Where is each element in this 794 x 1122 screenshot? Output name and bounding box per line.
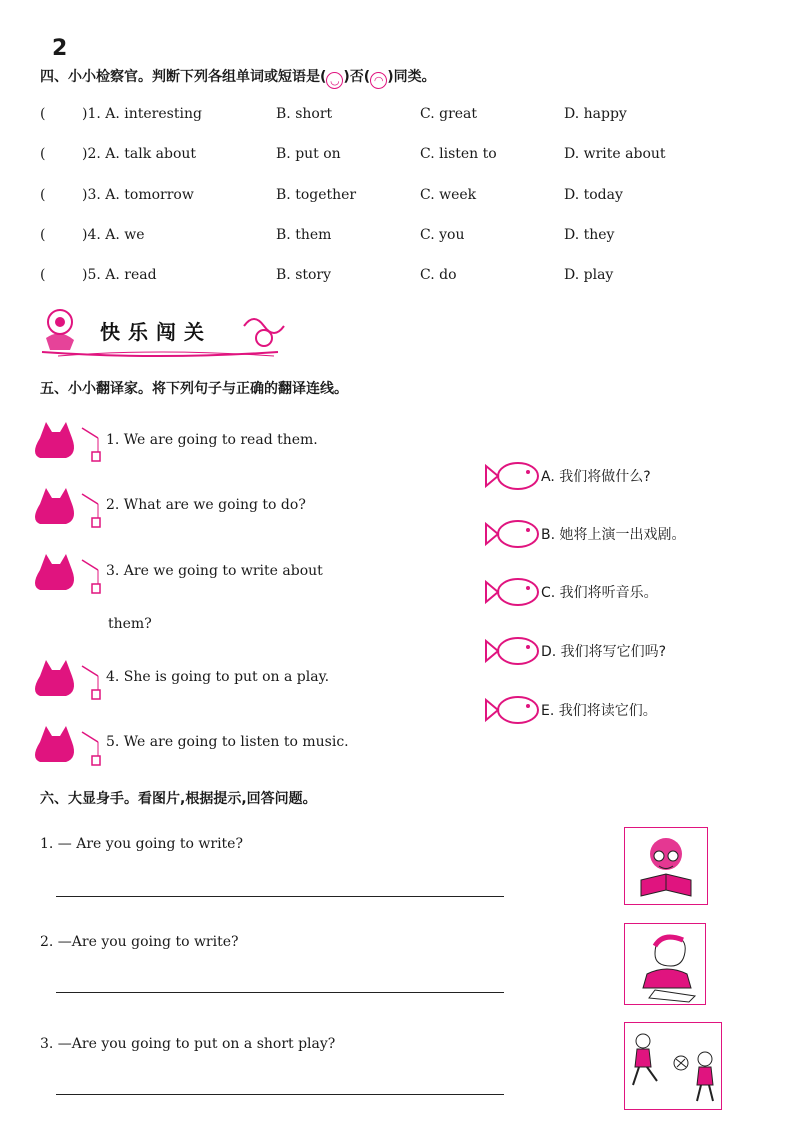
- sentence-3-cont: them?: [108, 616, 152, 632]
- option-a: )5. A. read: [82, 267, 157, 283]
- answer-paren[interactable]: (: [40, 267, 46, 283]
- smile-icon: ◡: [326, 72, 343, 89]
- option-b: B. them: [276, 227, 332, 243]
- picture-reading-girl: [624, 827, 708, 905]
- translation-a[interactable]: A. 我们将做什么?: [541, 469, 651, 485]
- option-d: D. happy: [564, 106, 627, 122]
- cat-icon: [35, 422, 100, 461]
- frown-icon: ◠: [370, 72, 387, 89]
- sentence-5[interactable]: 5. We are going to listen to music.: [106, 734, 349, 750]
- banner-title: 快乐闯关: [100, 320, 212, 344]
- translation-d[interactable]: D. 我们将写它们吗?: [541, 644, 667, 660]
- cat-icon: [35, 488, 100, 527]
- fish-icon: [486, 579, 538, 605]
- answer-line-2[interactable]: [56, 992, 504, 993]
- answer-paren[interactable]: (: [40, 146, 46, 162]
- translation-c[interactable]: C. 我们将听音乐。: [541, 585, 658, 601]
- cat-icon: [35, 554, 100, 593]
- translation-e[interactable]: E. 我们将读它们。: [541, 703, 657, 719]
- option-b: B. story: [276, 267, 332, 283]
- question-2: 2. —Are you going to write?: [40, 934, 239, 950]
- sentence-4[interactable]: 4. She is going to put on a play.: [106, 669, 330, 685]
- page-number: 2: [52, 36, 68, 61]
- option-d: D. write about: [564, 146, 666, 162]
- section4-title-mid: )否(: [343, 69, 371, 85]
- option-d: D. today: [564, 187, 623, 203]
- section4-title-post: )同类。: [387, 69, 436, 85]
- option-a: )4. A. we: [82, 227, 145, 243]
- writing-boy-illustration: [625, 924, 705, 1004]
- reading-girl-illustration: [625, 828, 707, 904]
- section4-title-pre: 四、小小检察官。判断下列各组单词或短语是(: [40, 69, 327, 85]
- fish-icon: [486, 697, 538, 723]
- option-c: C. week: [420, 187, 477, 203]
- sentence-1[interactable]: 1. We are going to read them.: [106, 432, 318, 448]
- option-c: C. you: [420, 227, 465, 243]
- option-b: B. put on: [276, 146, 341, 162]
- translation-b[interactable]: B. 她将上演一出戏剧。: [541, 527, 686, 543]
- option-c: C. great: [420, 106, 478, 122]
- option-a: )1. A. interesting: [82, 106, 202, 122]
- answer-paren[interactable]: (: [40, 187, 46, 203]
- cat-icon: [35, 660, 100, 699]
- option-b: B. short: [276, 106, 333, 122]
- answer-paren[interactable]: (: [40, 106, 46, 122]
- option-b: B. together: [276, 187, 357, 203]
- option-a: )2. A. talk about: [82, 146, 197, 162]
- sentence-3[interactable]: 3. Are we going to write about: [106, 563, 323, 579]
- fish-icon: [486, 638, 538, 664]
- picture-writing-boy: [624, 923, 706, 1005]
- answer-line-3[interactable]: [56, 1094, 504, 1095]
- question-1: 1. — Are you going to write?: [40, 836, 243, 852]
- section5-title: 五、小小翻译家。将下列句子与正确的翻译连线。: [40, 381, 348, 397]
- sentence-2[interactable]: 2. What are we going to do?: [106, 497, 306, 513]
- picture-soccer-kids: [624, 1022, 722, 1110]
- answer-line-1[interactable]: [56, 896, 504, 897]
- section6-title: 六、大显身手。看图片,根据提示,回答问题。: [40, 791, 317, 807]
- answer-paren[interactable]: (: [40, 227, 46, 243]
- fish-icon: [486, 463, 538, 489]
- question-3: 3. —Are you going to put on a short play?: [40, 1036, 336, 1052]
- option-d: D. play: [564, 267, 614, 283]
- option-a: )3. A. tomorrow: [82, 187, 194, 203]
- fish-icon: [486, 521, 538, 547]
- cat-icon: [35, 726, 100, 765]
- soccer-kids-illustration: [625, 1023, 721, 1109]
- option-d: D. they: [564, 227, 615, 243]
- option-c: C. listen to: [420, 146, 497, 162]
- option-c: C. do: [420, 267, 457, 283]
